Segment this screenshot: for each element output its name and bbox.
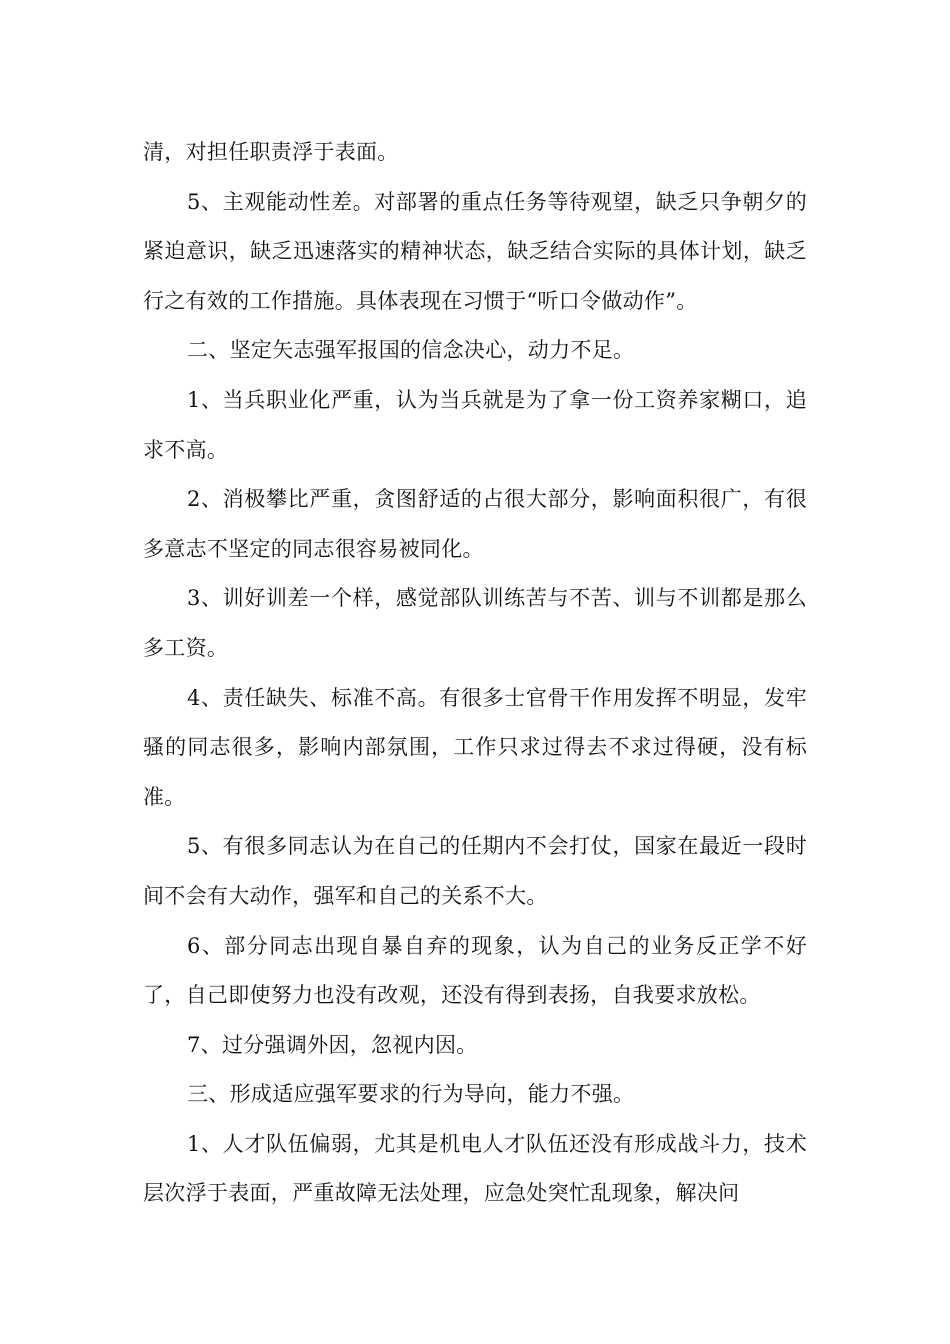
paragraph-item-1-talent: 1、人才队伍偏弱，尤其是机电人才队伍还没有形成战斗力，技术层次浮于表面，严重故障无法处理，应急处突忙乱现象，解决问 [143,1131,807,1206]
paragraph-item-5: 5、有很多同志认为在自己的任期内不会打仗，国家在最近一段时间不会有大动作，强军和自己的关系不大。 [143,834,807,908]
paragraph-item-5-subjective-initiative: 5、主观能动性差。对部署的重点任务等待观望，缺乏只争朝夕的紧迫意识，缺乏迅速落实的精神状态，缺乏结合实际的具体计划，缺乏行之有效的工作措施。具体表现在习惯于“听口令做动作”。 [143,189,807,313]
paragraph-continuation: 清，对担任职责浮于表面。 [143,140,399,164]
paragraph-item-2: 2、消极攀比严重，贪图舒适的占很大部分，影响面积很广，有很多意志不坚定的同志很容易被同化。 [143,487,807,561]
paragraph-item-6: 6、部分同志出现自暴自弃的现象，认为自己的业务反正学不好了，自己即使努力也没有改观，还没有得到表扬，自我要求放松。 [143,933,807,1008]
section-heading-2: 二、坚定矢志强军报国的信念决心，动力不足。 [187,338,635,363]
paragraph-item-7: 7、过分强调外因，忽视内因。 [187,1032,478,1057]
section-heading-3: 三、形成适应强军要求的行为导向，能力不强。 [187,1082,635,1107]
document-body [143,128,807,1219]
paragraph-item-3: 3、训好训差一个样，感觉部队训练苦与不苦、训与不训都是那么多工资。 [143,586,807,660]
paragraph-item-4: 4、责任缺失、标准不高。有很多士官骨干作用发挥不明显，发牢骚的同志很多，影响内部氛围，工作只求过得去不求过得硬，没有标准。 [143,685,807,809]
paragraph-item-1: 1、当兵职业化严重，认为当兵就是为了拿一份工资养家糊口，追求不高。 [143,387,807,462]
